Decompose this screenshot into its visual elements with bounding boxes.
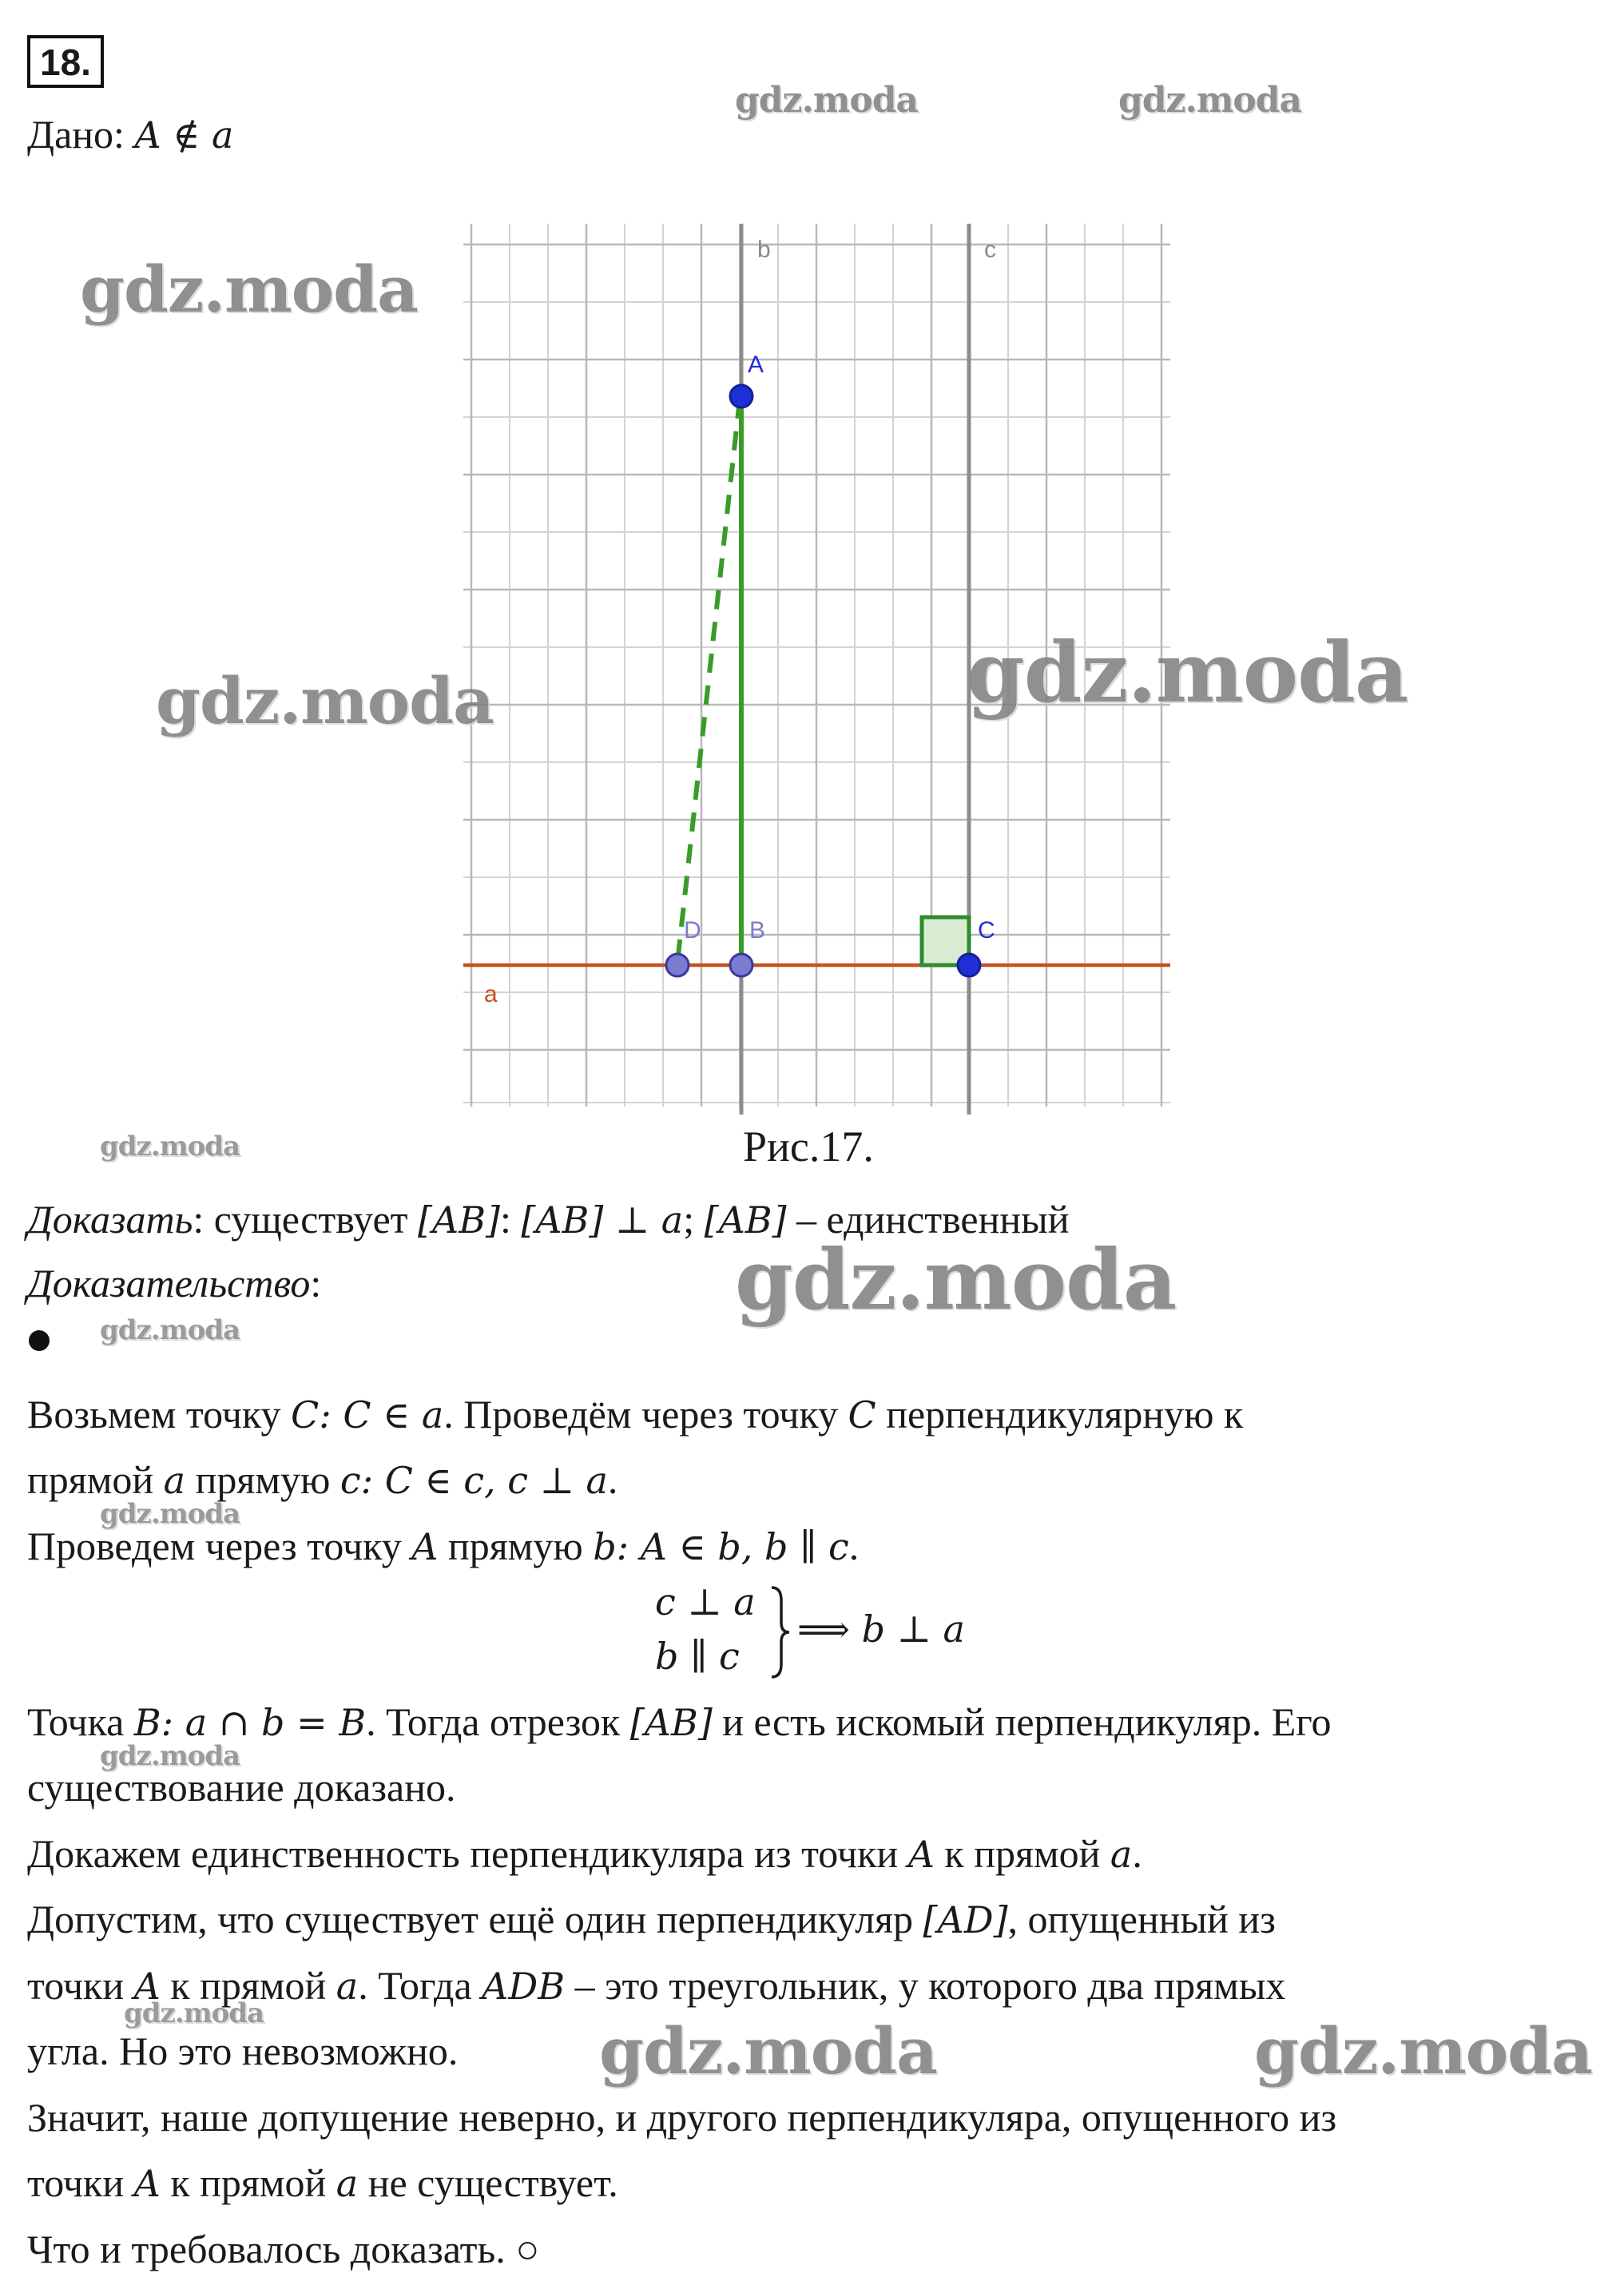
- proof-line-7: [27, 1895, 1276, 1944]
- label-point-B: B: [749, 917, 766, 944]
- math-span: a: [336, 1965, 359, 2008]
- math-span: A: [907, 1833, 935, 1876]
- label-line-c: c: [984, 236, 996, 263]
- math-span: ADB: [482, 1965, 566, 2008]
- text-span: . Тогда отрезок: [366, 1699, 630, 1744]
- text-span: прямой: [27, 1457, 164, 1502]
- figure-caption: Рис.17.: [743, 1123, 874, 1170]
- watermark: gdz.moda: [124, 1997, 264, 2029]
- proof-line-10: Значит, наше допущение неверно, и другого перпендикуляра, опущенного из: [27, 2095, 1337, 2140]
- watermark: gdz.moda: [80, 252, 418, 327]
- math-span: A: [133, 1965, 161, 2008]
- problem-number: 18.: [27, 35, 104, 88]
- proof-line-11: [27, 2159, 618, 2208]
- label-point-C: C: [978, 917, 995, 944]
- math-span: b: A ∈ b, b ∥ c: [593, 1525, 849, 1568]
- system-result: ⟹ b ⊥ a: [797, 1607, 965, 1651]
- math-span: C: [848, 1393, 876, 1437]
- given-label: Дано:: [27, 112, 135, 157]
- text-span: – это треугольник, у которого два прямых: [565, 1963, 1286, 2008]
- watermark: gdz.moda: [100, 1498, 240, 1530]
- math-span: A: [411, 1525, 439, 1568]
- math-span: [AB]: [629, 1701, 713, 1744]
- point-D: [666, 954, 689, 976]
- right-brace: [768, 1584, 792, 1680]
- math-span: a: [163, 1459, 186, 1502]
- segment-AD-dashed: [677, 399, 740, 963]
- proof-line-2: [27, 1456, 617, 1504]
- text-span: перпендикулярную к: [876, 1392, 1244, 1437]
- given-line: [27, 110, 233, 159]
- watermark: gdz.moda: [735, 1230, 1177, 1329]
- text-span: Допустим, что существует ещё один перпендикуляр: [27, 1897, 923, 1941]
- prove-math-3: [AB]: [704, 1198, 787, 1242]
- text-span: . Тогда: [358, 1963, 482, 2008]
- text-span: точки: [27, 2160, 134, 2205]
- text-span: к прямой: [160, 1963, 336, 2008]
- proof-line-9: угла. Но это невозможно.: [27, 2029, 459, 2073]
- math-span: B: a ∩ b = B: [133, 1701, 367, 1744]
- text-span: к прямой: [934, 1831, 1110, 1876]
- text-span: , опущенный из: [1007, 1897, 1276, 1941]
- point-A: [730, 385, 752, 407]
- proof-line-5: существование доказано.: [27, 1765, 456, 1810]
- proof-line-12: Что и требовалось доказать. ○: [27, 2227, 540, 2271]
- watermark: gdz.moda: [100, 1314, 240, 1346]
- point-C: [958, 954, 980, 976]
- proof-heading: [27, 1259, 321, 1307]
- prove-text: : существует: [193, 1197, 419, 1242]
- watermark: gdz.moda: [1118, 80, 1302, 121]
- text-span: и есть искомый перпендикуляр. Его: [712, 1699, 1332, 1744]
- text-span: к прямой: [160, 2160, 336, 2205]
- proof-label: Доказательство: [27, 1261, 311, 1305]
- label-point-A: A: [748, 352, 764, 378]
- proof-line-1: [27, 1390, 1243, 1439]
- label-point-D: D: [684, 917, 701, 944]
- text-span: .: [1132, 1831, 1142, 1876]
- prove-label: Доказать: [27, 1197, 193, 1242]
- label-line-a: a: [484, 981, 498, 1007]
- bullet-dot: [29, 1330, 50, 1351]
- point-B: [730, 954, 752, 976]
- proof-colon: :: [310, 1261, 322, 1305]
- text-span: .: [848, 1524, 860, 1568]
- text-span: Точка: [27, 1699, 134, 1744]
- prove-math-2: [AB] ⊥ a: [521, 1198, 684, 1242]
- prove-math-1: [AB]: [418, 1198, 500, 1242]
- text-span: Докажем единственность перпендикуляра из точки: [27, 1831, 908, 1876]
- label-line-b: b: [757, 236, 771, 263]
- watermark: gdz.moda: [599, 2013, 937, 2088]
- given-math: A ∉ a: [134, 113, 234, 157]
- text-span: прямую: [185, 1457, 340, 1502]
- watermark: gdz.moda: [100, 1131, 240, 1162]
- math-span: a: [336, 2162, 359, 2205]
- math-span: a: [1110, 1833, 1133, 1876]
- watermark: gdz.moda: [156, 663, 494, 738]
- prove-text-2: – единственный: [786, 1197, 1070, 1242]
- watermark: gdz.moda: [967, 623, 1408, 721]
- text-span: прямую: [438, 1524, 594, 1568]
- proof-line-6: [27, 1830, 1142, 1878]
- system-line-1: c ⊥ a: [655, 1580, 756, 1623]
- text-span: Возьмем точку: [27, 1392, 292, 1437]
- proof-line-4: [27, 1698, 1332, 1747]
- prove-sep-2: ;: [683, 1197, 705, 1242]
- text-span: не существует.: [358, 2160, 618, 2205]
- math-span: A: [133, 2162, 161, 2205]
- text-span: . Проведём через точку: [443, 1392, 848, 1437]
- watermark: gdz.moda: [100, 1740, 240, 1772]
- prove-sep-1: :: [499, 1197, 522, 1242]
- equation-system: [655, 1578, 1022, 1690]
- math-span: [AD]: [923, 1898, 1008, 1941]
- text-span: Проведем через точку: [27, 1524, 412, 1568]
- watermark: gdz.moda: [735, 80, 919, 121]
- math-span: c: C ∈ c, c ⊥ a: [339, 1459, 608, 1502]
- text-span: .: [607, 1457, 618, 1502]
- math-span: C: C ∈ a: [291, 1393, 444, 1437]
- text-span: точки: [27, 1963, 134, 2008]
- system-line-2: b ∥ c: [655, 1635, 740, 1678]
- watermark: gdz.moda: [1254, 2013, 1592, 2088]
